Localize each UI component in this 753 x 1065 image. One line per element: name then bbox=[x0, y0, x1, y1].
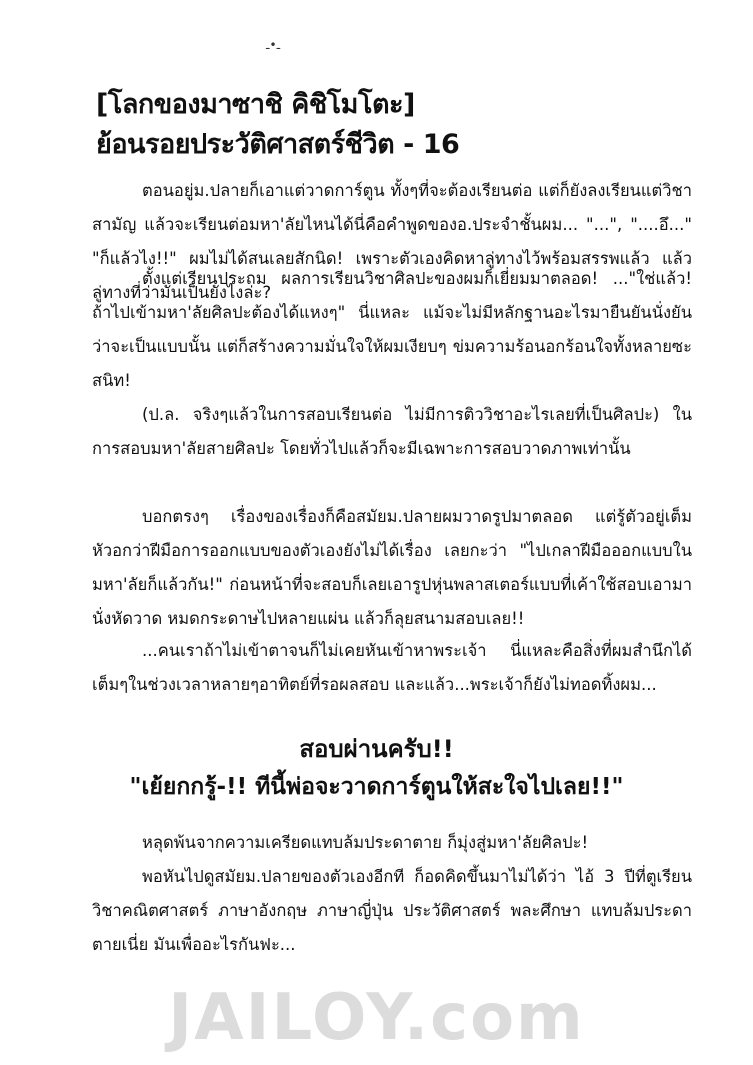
paragraph-text: ...คนเราถ้าไม่เข้าตาจนก็ไม่เคยหันเข้าหาพระเจ้า นี่แหละคือสิ่งที่ผมสำนึกได้เต็มๆในช่วงเวลาหลายๆอาทิตย์ที่รอผลสอบ และแล้ว...พระเจ้าก็ยังไม่ทอดทิ้งผม... bbox=[92, 641, 692, 694]
chapter-title: ย้อนรอยประวัติศาสตร์ชีวิต - 16 bbox=[96, 129, 460, 160]
paragraph-text: ตั้งแต่เรียนประถม ผลการเรียนวิชาศิลปะของผมก็เยี่ยมมาตลอด! ..."ใช่แล้ว! ถ้าไปเข้ามหา'ลัยศิลปะต้องได้แหงๆ" นี่แหละ แม้จะไม่มีหลักฐานอะไรมายืนยันนั่งยันว่าจะเป็นแบบนั้น แต่ก็สร้างความมั่นใจให้ผมเงียบๆ ข่มความร้อนอกร้อนใจทั้งหลายซะสนิท! bbox=[92, 269, 692, 390]
subheading-quote: "เย้ยกกรู้-!! ทีนี้พ่อจะวาดการ์ตูนให้สะใจไปเลย!!" bbox=[129, 774, 624, 800]
paragraph-4 bbox=[92, 500, 692, 636]
top-mark: ـ•ـ bbox=[266, 38, 281, 52]
paragraph-text: พอหันไปดูสมัยม.ปลายของตัวเองอีกที ก็อดคิดขึ้นมาไม่ได้ว่า ไอ้ 3 ปีที่ตูเรียนวิชาคณิตศาสตร์ ภาษาอังกฤษ ภาษาญี่ปุ่น ประวัติศาสตร์ พละศึกษา แทบล้มประดาตายเนี่ย มันเพื่ออะไรกันฟะ... bbox=[92, 867, 692, 954]
paragraph-text: (ป.ล. จริงๆแล้วในการสอบเรียนต่อ ไม่มีการติววิชาอะไรเลยที่เป็นศิลปะ) ในการสอบมหา'ลัยสายศิลปะ โดยทั่วไปแล้วก็จะมีเฉพาะการสอบวาดภาพเท่านั้น bbox=[92, 405, 692, 458]
series-title: [โลกของมาซาชิ คิชิโมโตะ] bbox=[96, 89, 415, 120]
paragraph-5 bbox=[92, 634, 692, 702]
paragraph-text: ตอนอยู่ม.ปลายก็เอาแต่วาดการ์ตูน ทั้งๆที่จะต้องเรียนต่อ แต่ก็ยังลงเรียนแต่วิชาสามัญ แล้วจะเรียนต่อมหา'ลัยไหนได้นี่คือคำพูดของอ.ประจำชั้นผม... "...", "....อึ..." "ก็แล้วไง!!" ผมไม่ได้สนเลยสักนิด! เพราะตัวเองคิดหาลู่ทางไว้พร้อมสรรพแล้ว แล้วลู่ทางที่ว่ามันเป็นยังไงล่ะ? bbox=[92, 181, 692, 302]
paragraph-text: หลุดพ้นจากความเครียดแทบล้มประดาตาย ก็มุ่งสู่มหา'ลัยศิลปะ! bbox=[142, 833, 589, 852]
paragraph-2 bbox=[92, 262, 692, 398]
closing-paragraph-1 bbox=[92, 826, 692, 860]
closing-paragraph-2 bbox=[92, 860, 692, 962]
paragraph-text: บอกตรงๆ เรื่องของเรื่องก็คือสมัยม.ปลายผมวาดรูปมาตลอด แต่รู้ตัวอยู่เต็มหัวอกว่าฝีมือการออกแบบของตัวเองยังไม่ได้เรื่อง เลยกะว่า "ไปเกลาฝีมือออกแบบในมหา'ลัยก็แล้วกัน!" ก่อนหน้าที่จะสอบก็เลยเอารูปหุ่นพลาสเตอร์แบบที่เค้าใช้สอบเอามานั่งหัดวาด หมดกระดาษไปหลายแผ่น แล้วก็ลุยสนามสอบเลย!! bbox=[92, 507, 692, 628]
site-watermark: JAILOY.com bbox=[168, 981, 585, 1055]
paragraph-3 bbox=[92, 398, 692, 466]
subheading-pass: สอบผ่านครับ!! bbox=[299, 735, 454, 763]
